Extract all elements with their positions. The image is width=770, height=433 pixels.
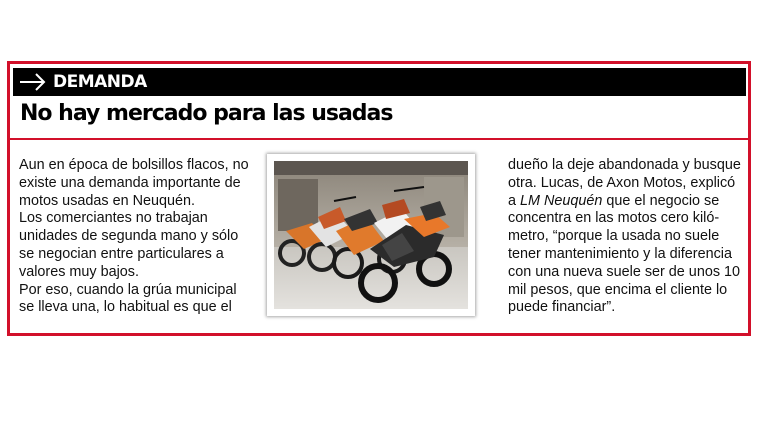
section-bar [13, 68, 746, 96]
text-line: Aun en época de bolsillos flacos, no [19, 157, 249, 173]
text-line: se lleva una, lo habitual es que el [19, 299, 232, 316]
photo-frame [267, 154, 475, 316]
text-fragment: que el negocio se [602, 192, 720, 209]
publication-name: LM Neuquén [520, 192, 603, 209]
motorcycles-photo [274, 161, 468, 309]
section-label: DEMANDA [53, 72, 147, 92]
text-line: otra. Lucas, de Axon Motos, explicó [508, 174, 736, 191]
text-line: concentra en las motos cero kiló- [508, 210, 720, 227]
left-column [19, 157, 249, 317]
headline-divider [10, 138, 748, 140]
text-line: mil pesos, que encima el cliente lo [508, 281, 728, 298]
text-line: metro, “porque la usada no suele [508, 228, 720, 245]
text-line: valores muy bajos. [19, 263, 139, 280]
text-line: motos usadas en Neuquén. [19, 192, 196, 209]
text-line: unidades de segunda mano y sólo [19, 228, 239, 245]
text-line: con una nueva suele ser de unos 10 [508, 263, 741, 280]
text-line: tener mantenimiento y la diferencia [508, 245, 732, 262]
text-line: puede financiar”. [508, 299, 616, 316]
text-line: Los comerciantes no trabajan [19, 210, 208, 227]
text-line: existe una demanda importante de [19, 174, 241, 191]
text-line: se negocian entre particulares a [19, 245, 224, 262]
headline: No hay mercado para las usadas [20, 101, 393, 126]
right-column [508, 157, 740, 317]
text-line: dueño la deje abandonada y busque [508, 157, 741, 173]
text-fragment: a [508, 192, 521, 209]
arrow-right-icon [19, 73, 47, 91]
text-line [508, 193, 740, 211]
text-line: Por eso, cuando la grúa municipal [19, 281, 237, 298]
